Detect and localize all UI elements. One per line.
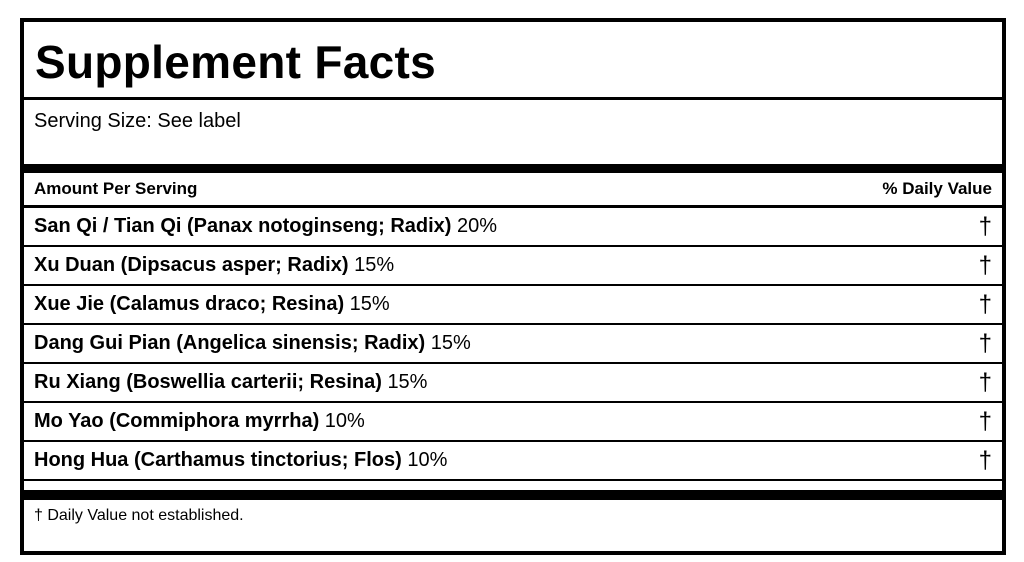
ingredient-entry: [34, 371, 427, 394]
amount-per-serving-header: Amount Per Serving: [34, 179, 198, 198]
ingredient-name: Xu Duan (Dipsacus asper; Radix): [34, 254, 349, 276]
ingredient-row: [24, 403, 1002, 442]
daily-value-header: % Daily Value: [882, 179, 992, 198]
ingredient-amount: 10%: [324, 410, 365, 432]
ingredient-row: [24, 325, 1002, 364]
ingredient-name: Mo Yao (Commiphora myrrha): [34, 410, 320, 432]
ingredient-entry: [34, 449, 447, 472]
supplement-facts-panel: [20, 18, 1006, 555]
ingredient-entry: [34, 332, 471, 355]
daily-value-mark: †: [978, 368, 992, 396]
daily-value-mark: †: [978, 407, 992, 435]
ingredient-row: [24, 208, 1002, 247]
ingredient-name: San Qi / Tian Qi (Panax notoginseng; Radix): [34, 215, 452, 237]
daily-value-mark: †: [978, 251, 992, 279]
daily-value-mark: †: [978, 329, 992, 357]
ingredient-entry: [34, 215, 497, 238]
footnote: † Daily Value not established.: [34, 507, 244, 524]
ingredient-entry: [34, 254, 394, 277]
ingredient-amount: 15%: [430, 332, 471, 354]
ingredient-name: Dang Gui Pian (Angelica sinensis; Radix): [34, 332, 426, 354]
ingredient-row: [24, 364, 1002, 403]
daily-value-mark: †: [978, 446, 992, 474]
panel-title: Supplement Facts: [24, 22, 1002, 100]
column-header-row: [24, 173, 1002, 208]
ingredient-row: [24, 442, 1002, 481]
ingredient-amount: 20%: [457, 215, 498, 237]
ingredient-row: [24, 286, 1002, 325]
ingredient-name: Hong Hua (Carthamus tinctorius; Flos): [34, 449, 402, 471]
daily-value-mark: †: [978, 212, 992, 240]
thick-divider: [24, 481, 1002, 500]
ingredient-entry: [34, 293, 390, 316]
ingredient-name: Ru Xiang (Boswellia carterii; Resina): [34, 371, 382, 393]
ingredient-entry: [34, 410, 365, 433]
ingredient-amount: 15%: [349, 293, 390, 315]
ingredient-amount: 15%: [354, 254, 395, 276]
ingredient-row: [24, 247, 1002, 286]
ingredient-amount: 15%: [387, 371, 428, 393]
ingredient-amount: 10%: [407, 449, 448, 471]
serving-size: Serving Size: See label: [24, 100, 1002, 173]
ingredient-name: Xue Jie (Calamus draco; Resina): [34, 293, 345, 315]
daily-value-mark: †: [978, 290, 992, 318]
